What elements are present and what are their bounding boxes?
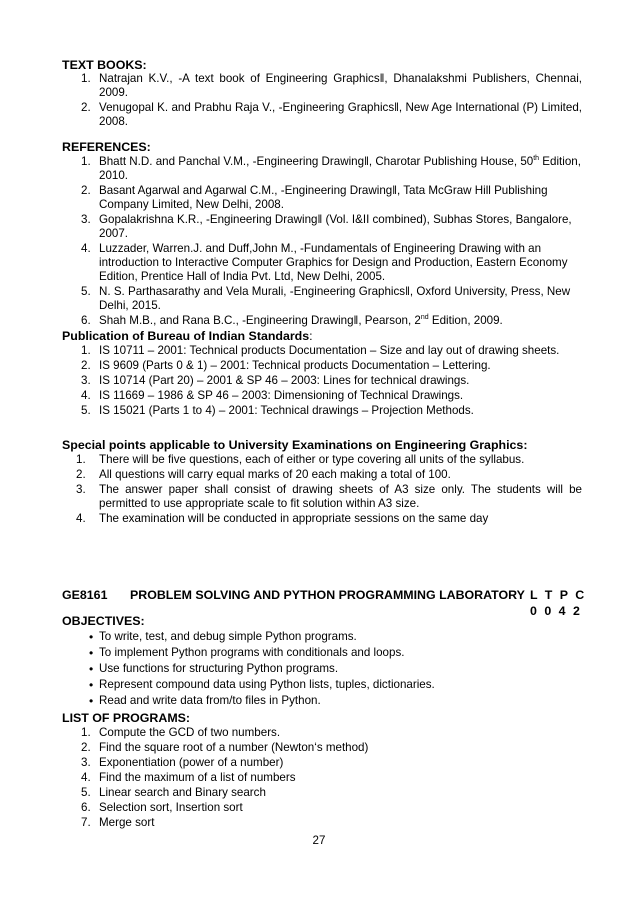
text-books-heading: TEXT BOOKS: xyxy=(62,58,147,72)
list-item: 6. Shah M.B., and Rana B.C., -Engineering Drawing‖, Pearson, 2nd Edition, 2009. xyxy=(81,314,503,327)
references-list xyxy=(62,155,582,329)
list-item: 4. IS 11669 – 1986 & SP 46 – 2003: Dimensioning of Technical Drawings. xyxy=(81,389,464,402)
special-points-list xyxy=(62,453,582,527)
bullet-icon: • xyxy=(89,630,94,644)
list-item: 5. Linear search and Binary search xyxy=(81,786,266,799)
bullet-icon: • xyxy=(89,646,94,660)
list-item: 4. The examination will be conducted in appropriate sessions on the same day xyxy=(76,512,489,525)
text-books-list xyxy=(62,72,582,130)
list-item: 1. Bhatt N.D. and Panchal V.M., -Engineering Drawing‖, Charotar Publishing House, 50th Edition, 2010. xyxy=(81,155,581,182)
bullet-icon: • xyxy=(89,662,94,676)
list-item: 5. IS 15021 (Parts 1 to 4) – 2001: Technical drawings – Projection Methods. xyxy=(81,404,474,417)
ltpc-label: L T P C xyxy=(530,588,587,602)
list-item: 1. There will be five questions, each of either or type covering all units of the syllabus. xyxy=(76,453,525,466)
special-points-heading: Special points applicable to University Examinations on Engineering Graphics: xyxy=(62,438,528,452)
ltpc-values: 0 0 4 2 xyxy=(530,604,582,618)
page-number: 27 xyxy=(312,834,326,847)
bullet-icon: • xyxy=(89,678,94,692)
list-item: • Represent compound data using Python lists, tuples, dictionaries. xyxy=(89,678,435,692)
references-heading: REFERENCES: xyxy=(62,140,151,154)
list-item: • Use functions for structuring Python programs. xyxy=(89,662,339,676)
programs-heading: LIST OF PROGRAMS: xyxy=(62,711,191,725)
objectives-list xyxy=(62,630,582,710)
list-item: 2. IS 9609 (Parts 0 & 1) – 2001: Technical products Documentation – Lettering. xyxy=(81,359,491,372)
list-item: 4. Find the maximum of a list of numbers xyxy=(81,771,296,784)
list-item: 1. Natrajan K.V., -A text book of Engineering Graphics‖, Dhanalakshmi Publishers, Chennai, 2009. xyxy=(81,72,582,99)
bis-list xyxy=(62,344,582,419)
list-item: • Read and write data from/to files in Python. xyxy=(89,694,321,708)
list-item: 6. Selection sort, Insertion sort xyxy=(81,801,243,814)
list-item: 3. Exponentiation (power of a number) xyxy=(81,756,284,769)
list-item: 5. N. S. Parthasarathy and Vela Murali, -Engineering Graphics‖, Oxford University, Press, New Delhi, 2015. xyxy=(81,285,571,312)
list-item: 2. Find the square root of a number (Newton‘s method) xyxy=(81,741,369,754)
list-item: 3. Gopalakrishna K.R., -Engineering Drawing‖ (Vol. I&II combined), Subhas Stores, Bangalore, 2007. xyxy=(81,213,572,240)
list-item: 3. The answer paper shall consist of drawing sheets of A3 size only. The students will be permitted to use appropriate scale to fit solution within A3 size. xyxy=(76,483,582,510)
list-item: 1. Compute the GCD of two numbers. xyxy=(81,726,281,739)
list-item: 3. IS 10714 (Part 20) – 2001 & SP 46 – 2003: Lines for technical drawings. xyxy=(81,374,470,387)
list-item: • To implement Python programs with conditionals and loops. xyxy=(89,646,405,660)
course-code: GE8161 xyxy=(62,588,108,602)
list-item: 1. IS 10711 – 2001: Technical products Documentation – Size and lay out of drawing sheets. xyxy=(81,344,560,357)
list-item: 2. Venugopal K. and Prabhu Raja V., -Engineering Graphics‖, New Age International (P) Limited, 2008. xyxy=(81,101,582,128)
objectives-heading: OBJECTIVES: xyxy=(62,614,145,628)
bullet-icon: • xyxy=(89,694,94,708)
programs-list xyxy=(62,726,582,831)
list-item: 4. Luzzader, Warren.J. and Duff,John M., -Fundamentals of Engineering Drawing with an introduction to Interactive Computer Graphics for Design and Production, Eastern Economy Edition, Prentice Hall of India Pvt. Ltd, New Delhi, 2005. xyxy=(81,242,568,283)
course-title: PROBLEM SOLVING AND PYTHON PROGRAMMING LABORATORY xyxy=(130,588,525,602)
list-item: • To write, test, and debug simple Python programs. xyxy=(89,630,357,644)
bis-heading: Publication of Bureau of Indian Standards: xyxy=(62,329,313,343)
list-item: 2. All questions will carry equal marks of 20 each making a total of 100. xyxy=(76,468,451,481)
list-item: 2. Basant Agarwal and Agarwal C.M., -Engineering Drawing‖, Tata McGraw Hill Publishing Company Limited, New Delhi, 2008. xyxy=(81,184,548,211)
list-item: 7. Merge sort xyxy=(81,816,155,829)
